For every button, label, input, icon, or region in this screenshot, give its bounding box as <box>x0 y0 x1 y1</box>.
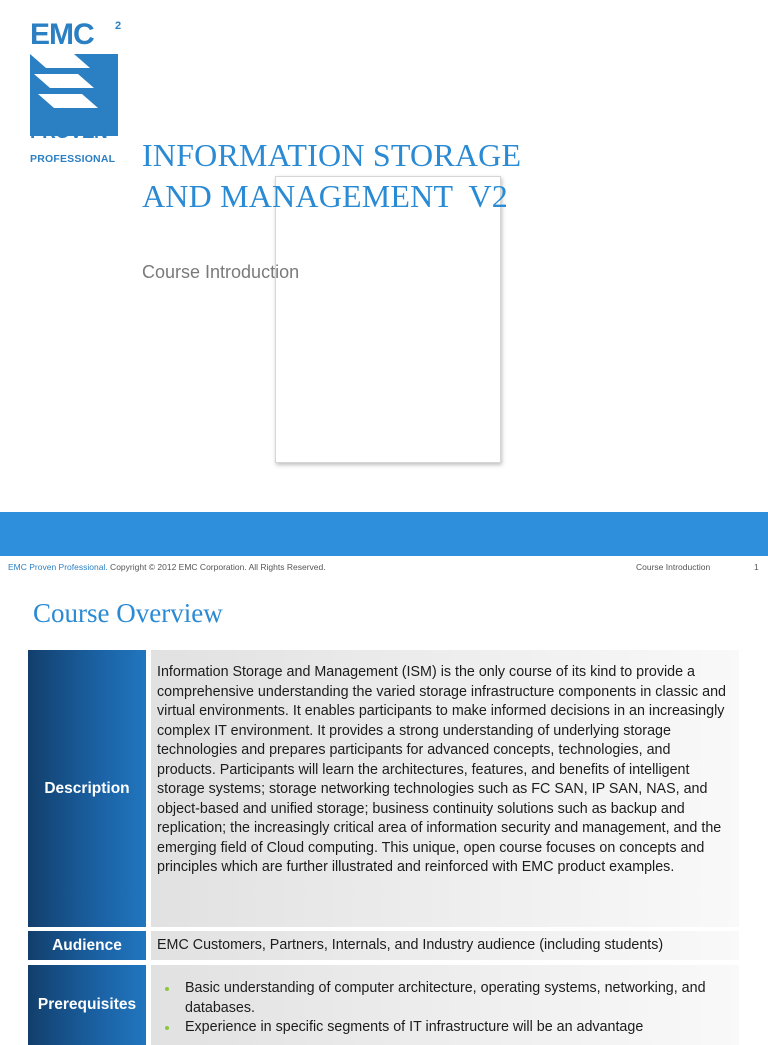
row-label-description: Description <box>28 650 146 927</box>
blank-placeholder-card <box>275 176 501 463</box>
slide-title <box>142 135 702 217</box>
footer-section-name: Course Introduction <box>636 562 711 572</box>
logo-proven-text: PROVEN <box>30 122 108 143</box>
logo-brand-text: EMC <box>30 18 94 51</box>
row-text-description: Information Storage and Management (ISM) is the only course of its kind to provide a comprehensive understanding the varied storage infrastructure components in classic and virtual environments. It enables participants to make informed decisions in an increasingly complex IT environment. It provides a strong understanding of underlying storage technologies and prepares participants for advanced concepts, technologies, and products. Participants will learn the architectures, features, and benefits of intelligent storage systems; storage networking technologies such as FC SAN, IP SAN, NAS, and object-based and unified storage; business continuity solutions such as backup and replication; the increasingly critical area of information security and management, and the emerging field of Cloud computing. This unique, open course focuses on concepts and principles which are further illustrated and reinforced with EMC product examples. <box>151 650 739 927</box>
slide-title-line-2: AND MANAGEMENT V2 <box>142 178 508 214</box>
list-item: Experience in specific segments of IT infrastructure will be an advantage <box>185 1018 733 1038</box>
emc-proven-professional-logo <box>28 18 128 168</box>
row-text-prerequisites <box>151 965 739 1045</box>
footer-page-number: 1 <box>754 562 759 572</box>
prerequisites-list <box>151 965 739 1038</box>
logo-professional-text: PROFESSIONAL <box>30 153 116 165</box>
course-overview-title: Course Overview <box>33 598 223 628</box>
footer-copyright-text: Copyright © 2012 EMC Corporation. All Rights Reserved. <box>107 562 326 572</box>
row-label-prerequisites: Prerequisites <box>28 965 146 1045</box>
row-label-audience: Audience <box>28 931 146 960</box>
footer-brand: EMC Proven Professional. <box>8 562 108 572</box>
row-text-audience: EMC Customers, Partners, Internals, and Industry audience (including students) <box>151 931 739 960</box>
list-item: Basic understanding of computer architecture, operating systems, networking, and databases. <box>185 979 733 1018</box>
footer-copyright <box>8 562 326 572</box>
logo-superscript: 2 <box>115 20 122 32</box>
slide-title-line-1: INFORMATION STORAGE <box>142 137 522 173</box>
slide-blue-band <box>0 512 768 556</box>
slide-subtitle: Course Introduction <box>142 262 300 282</box>
slide-footer <box>0 556 768 578</box>
